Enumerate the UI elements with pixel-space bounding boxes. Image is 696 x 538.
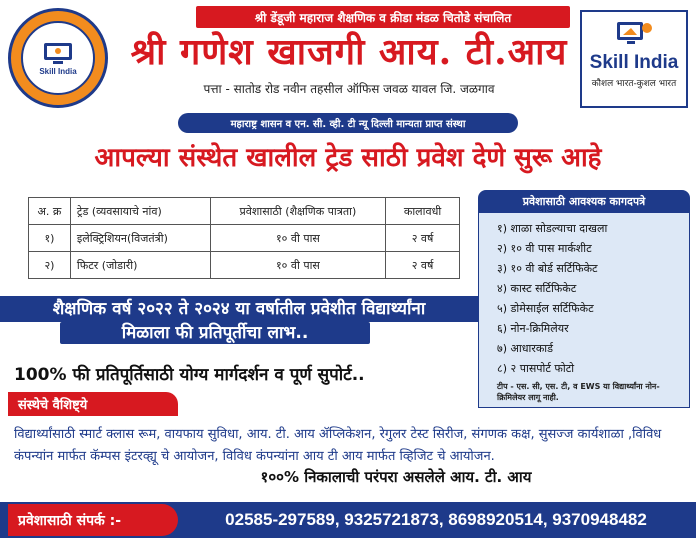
skill-india-emblem-icon xyxy=(613,18,655,48)
address: पत्ता - सातोड रोड नवीन तहसील ऑफिस जवळ यावल जि. जळगाव xyxy=(203,82,495,96)
table-row xyxy=(29,225,460,252)
result-text: १००% निकालाची परंपरा असलेले आय. टी. आय xyxy=(260,468,532,486)
list-item: ४) कास्ट सर्टिफिकेट xyxy=(497,282,577,295)
computer-icon xyxy=(41,41,75,67)
list-item: २) १० वी पास मार्कशीट xyxy=(497,242,592,255)
table-cell: १० वी पास xyxy=(210,225,385,252)
documents-heading: प्रवेशासाठी आवश्यक कागदपत्रे xyxy=(478,190,690,212)
features-text: विद्यार्थ्यांसाठी स्मार्ट क्लास रूम, वायफाय सुविधा, आय. टी. आय ॲप्लिकेशन, रेगुलर टेस्ट सिरीज, संगणक कक्ष, सुसज्ज कार्यशाळा ,विविध कंपन्यांन मार्फत कॅम्पस इंटरव्ह्यू चे आयोजन, विविध कंपन्यांना आय टी आय मार्फत व्हिजिट चे आयोजन. xyxy=(14,427,662,464)
table-header-cell: ट्रेड (व्यवसायाचे नांव) xyxy=(70,198,210,225)
institute-logo xyxy=(8,8,108,108)
documents-note: टीप - एस. सी, एस. टी, व EWS या विद्यार्थ्यांना नोन-क्रिमिलेयर लागू नाही. xyxy=(497,382,660,402)
logo-skill-label: Skill India xyxy=(39,66,77,76)
table-row xyxy=(29,252,460,279)
table-header-cell: प्रवेशासाठी (शैक्षणिक पात्रता) xyxy=(210,198,385,225)
table-cell: २ वर्ष xyxy=(386,225,460,252)
table-cell: १) xyxy=(29,225,71,252)
table-header-cell: अ. क्र xyxy=(29,198,71,225)
contact-label: प्रवेशासाठी संपर्क :- xyxy=(8,504,178,536)
admission-headline: आपल्या संस्थेत खालील ट्रेड साठी प्रवेश देणे सुरू आहे xyxy=(94,143,602,173)
table-header-row xyxy=(29,198,460,225)
contact-numbers[interactable]: 02585-297589, 9325721873, 8698920514, 9370948482 xyxy=(225,510,647,529)
table-cell: २ वर्ष xyxy=(386,252,460,279)
fee-banner-line1: शैक्षणिक वर्ष २०२२ ते २०२४ या वर्षातील प्रवेशीत विद्यार्थ्यांना xyxy=(0,296,478,322)
skill-india-brand: Skill India xyxy=(589,52,679,73)
list-item: ३) १० वी बोर्ड सर्टिफिकेट xyxy=(497,262,598,275)
fee-banner-line2: मिळाला फी प्रतिपूर्तीचा लाभ.. xyxy=(60,322,370,344)
table-header-cell: कालावधी xyxy=(386,198,460,225)
features-heading: संस्थेचे वैशिष्ट्ये xyxy=(8,392,178,416)
list-item: ७) आधारकार्ड xyxy=(497,342,554,355)
list-item: ५) डोमेसाईल सर्टिफिकेट xyxy=(497,302,594,315)
skill-india-tagline: कौशल भारत-कुशल भारत xyxy=(591,79,677,89)
table-cell: २) xyxy=(29,252,71,279)
table-cell: १० वी पास xyxy=(210,252,385,279)
list-item: ८) २ पासपोर्ट फोटो xyxy=(497,362,575,375)
approval-badge: महाराष्ट्र शासन व एन. सी. व्ही. टी न्यू दिल्ली मान्यता प्राप्त संस्था xyxy=(178,113,518,133)
table-cell: इलेक्ट्रिशियन(विजतंत्री) xyxy=(70,225,210,252)
skill-india-logo xyxy=(580,10,688,108)
page-title: श्री गणेश खाजगी आय. टी.आय xyxy=(130,31,568,73)
support-text: 100% फी प्रतिपूर्तिसाठी योग्य मार्गदर्शन व पूर्ण सुपोर्ट.. xyxy=(14,365,365,385)
list-item: ६) नोन-क्रिमिलेयर xyxy=(497,322,569,335)
documents-list xyxy=(487,219,681,379)
table-cell: फिटर (जोडारी) xyxy=(70,252,210,279)
list-item: १) शाळा सोडल्याचा दाखला xyxy=(497,222,608,235)
institute-subtitle: श्री डेंडूजी महाराज शैक्षणिक व क्रीडा मंडळ चितोडे संचालित xyxy=(196,6,570,28)
documents-list-box xyxy=(478,212,690,408)
institute-logo-inner xyxy=(21,21,95,95)
trade-table xyxy=(28,197,460,279)
